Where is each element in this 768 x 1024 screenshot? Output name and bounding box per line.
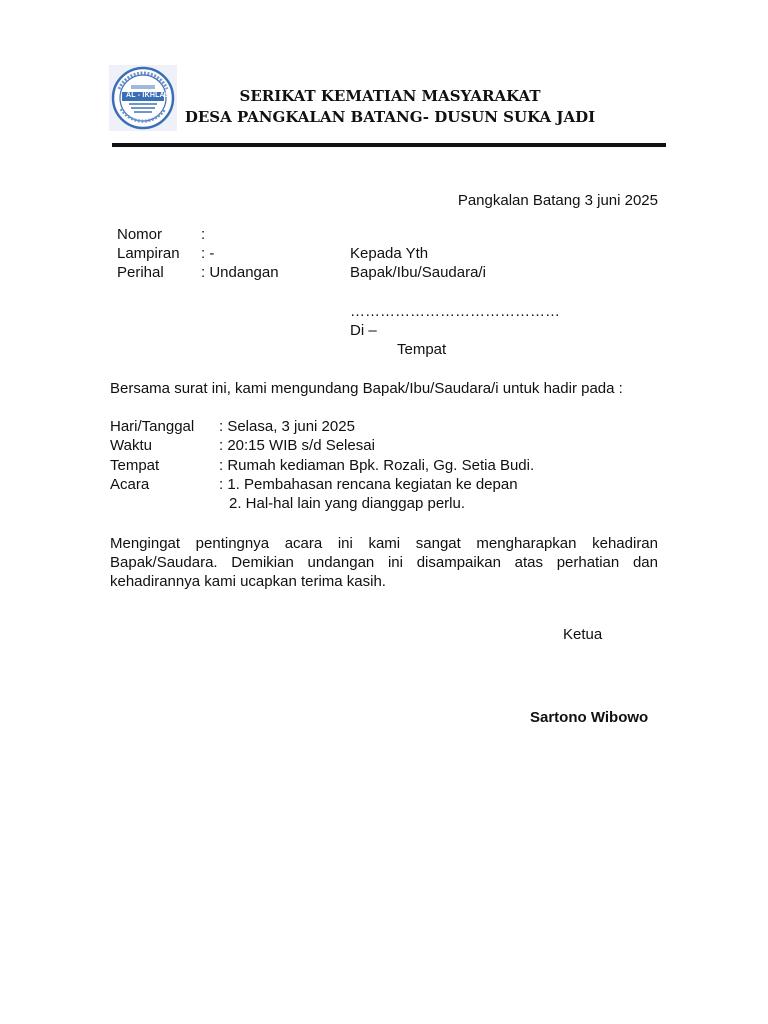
- recipient-greeting: Kepada Yth: [350, 245, 429, 262]
- letterhead-subtitle: DESA PANGKALAN BATANG- DUSUN SUKA JADI: [184, 108, 596, 126]
- perihal-value: : Undangan: [201, 264, 279, 281]
- closing-paragraph: Mengingat pentingnya acara ini kami sangat mengharapkan kehadiran Bapak/Saudara. Demikian undangan ini disampaikan atas perhatian dan kehadirannya kami ucapkan terima kasih.: [110, 535, 658, 590]
- organization-logo: [109, 65, 177, 131]
- recipient-blank: ……………………………………: [350, 303, 560, 320]
- letterhead-divider: [112, 143, 666, 147]
- acara-item-2: 2. Hal-hal lain yang dianggap perlu.: [229, 495, 465, 512]
- recipient-location-label: Di –: [350, 322, 377, 339]
- signature-role: Ketua: [563, 626, 603, 643]
- acara-label: Acara: [110, 476, 150, 493]
- hari-value: : Selasa, 3 juni 2025: [219, 418, 355, 435]
- tempat-label: Tempat: [110, 457, 160, 474]
- waktu-label: Waktu: [110, 437, 152, 454]
- letter-date: Pangkalan Batang 3 juni 2025: [457, 192, 658, 209]
- lampiran-value: : -: [201, 245, 215, 262]
- logo-text: AL - IKHLAS: [126, 92, 170, 99]
- waktu-value: : 20:15 WIB s/d Selesai: [219, 437, 375, 454]
- tempat-value: : Rumah kediaman Bpk. Rozali, Gg. Setia Budi.: [219, 457, 535, 474]
- recipient-location: Tempat: [397, 341, 447, 358]
- signature-name: Sartono Wibowo: [530, 709, 649, 726]
- hari-label: Hari/Tanggal: [110, 418, 195, 435]
- perihal-label: Perihal: [117, 264, 164, 281]
- lampiran-label: Lampiran: [117, 245, 180, 262]
- letterhead-title: SERIKAT KEMATIAN MASYARAKAT: [239, 87, 541, 105]
- acara-item-1: : 1. Pembahasan rencana kegiatan ke depan: [219, 476, 518, 493]
- recipient-name: Bapak/Ibu/Saudara/i: [350, 264, 486, 281]
- nomor-label: Nomor: [117, 226, 163, 243]
- nomor-value: :: [201, 226, 206, 243]
- intro-text: Bersama surat ini, kami mengundang Bapak/Ibu/Saudara/i untuk hadir pada :: [110, 380, 623, 397]
